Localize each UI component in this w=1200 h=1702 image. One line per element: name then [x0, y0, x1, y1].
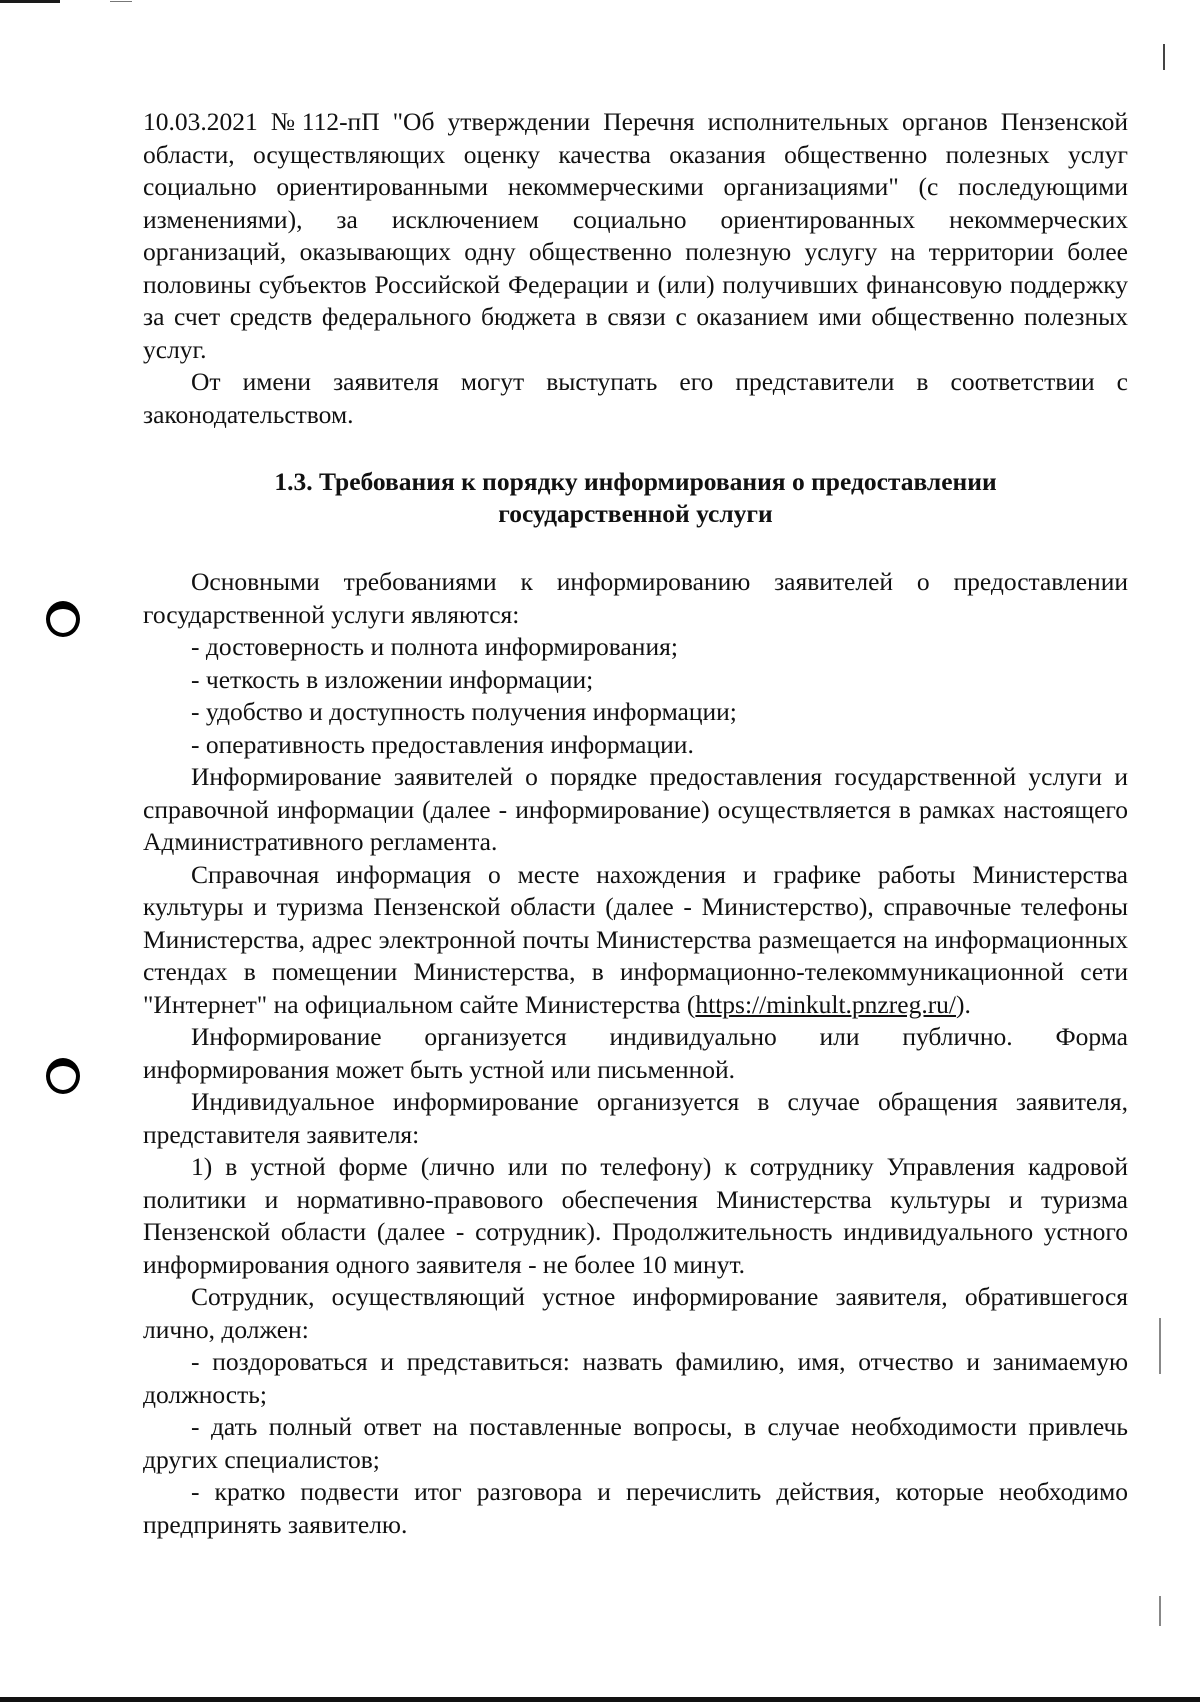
scan-bottom-edge: [0, 1697, 1200, 1702]
punch-hole-icon: [46, 601, 80, 637]
employee-paragraph: Сотрудник, осуществляющий устное информирование заявителя, обратившегося лично, должен:: [143, 1282, 1128, 1344]
intro-paragraph: 10.03.2021 №112-пП "Об утверждении Перечня исполнительных органов Пензенской области, осуществляющих оценку качества оказания общественно полезных услуг социально ориентированными некоммерческими организациями" (с последующими изменениями), за исключением социально ориентированных некоммерческих организаций, оказывающих одну общественно полезную услугу на территории более половины субъектов Российской Федерации и (или) получивших финансовую поддержку за счет средств федерального бюджета в связи с оказанием ими общественно полезных услуг.: [143, 107, 1128, 364]
duty-item: - дать полный ответ на поставленные вопросы, в случае необходимости привлечь других специалистов;: [143, 1412, 1128, 1474]
oral-form-paragraph: 1) в устной форме (лично или по телефону) к сотруднику Управления кадровой политики и нормативно-правового обеспечения Министерства культуры и туризма Пензенской области (далее - сотрудник). Продолжительность индивидуального устного информирования одного заявителя - не более 10 минут.: [143, 1152, 1128, 1279]
reference-info-text: Справочная информация о месте нахождения и графике работы Министерства культуры и туризма Пензенской области (далее - Министерство), справочные телефоны Министерства, адрес электронной почты Министерства размещается на информационных стендах в помещении Министерства, в информационно-телекоммуникационной сети "Интернет" на официальном сайте Министерства (: [143, 859, 1128, 1019]
section-heading-line: государственной услуги: [498, 499, 773, 528]
website-link[interactable]: https://minkult.pnzreg.ru/: [695, 989, 957, 1019]
requirement-item: - удобство и доступность получения информации;: [191, 697, 737, 726]
reference-info-end: ).: [956, 989, 971, 1019]
scan-edge-mark: [1163, 44, 1165, 70]
form-paragraph: Информирование организуется индивидуально или публично. Форма информирования может быть устной или письменной.: [143, 1022, 1128, 1084]
requirement-item: - четкость в изложении информации;: [191, 664, 594, 694]
informing-paragraph: Информирование заявителей о порядке предоставления государственной услуги и справочной информации (далее - информирование) осуществляется в рамках настоящего Административного регламента.: [143, 762, 1128, 856]
duty-item: - кратко подвести итог разговора и перечислить действия, которые необходимо предпринять заявителю.: [143, 1477, 1128, 1539]
section-heading: [143, 466, 1128, 530]
representatives-paragraph: От имени заявителя могут выступать его представители в соответствии с законодательством.: [143, 367, 1128, 429]
scan-edge-mark: [110, 1, 132, 2]
punch-hole-icon: [46, 1058, 80, 1094]
reference-info-paragraph: [143, 859, 1128, 1022]
requirement-item: - достоверность и полнота информирования;: [191, 632, 678, 661]
individual-paragraph: Индивидуальное информирование организуется в случае обращения заявителя, представителя заявителя:: [143, 1087, 1128, 1149]
duty-item: - поздороваться и представиться: назвать фамилию, имя, отчество и занимаемую должность;: [143, 1347, 1128, 1409]
requirements-intro: Основными требованиями к информированию заявителей о предоставлении государственной услуги являются:: [143, 567, 1128, 629]
scan-edge-mark: [0, 0, 60, 3]
document-body: [143, 106, 1128, 1541]
section-heading-line: 1.3. Требования к порядку информирования о предоставлении: [274, 467, 997, 496]
scan-speckle: [1159, 1596, 1161, 1626]
scan-speckle: [1159, 1318, 1161, 1374]
requirement-item: - оперативность предоставления информации.: [191, 729, 694, 759]
